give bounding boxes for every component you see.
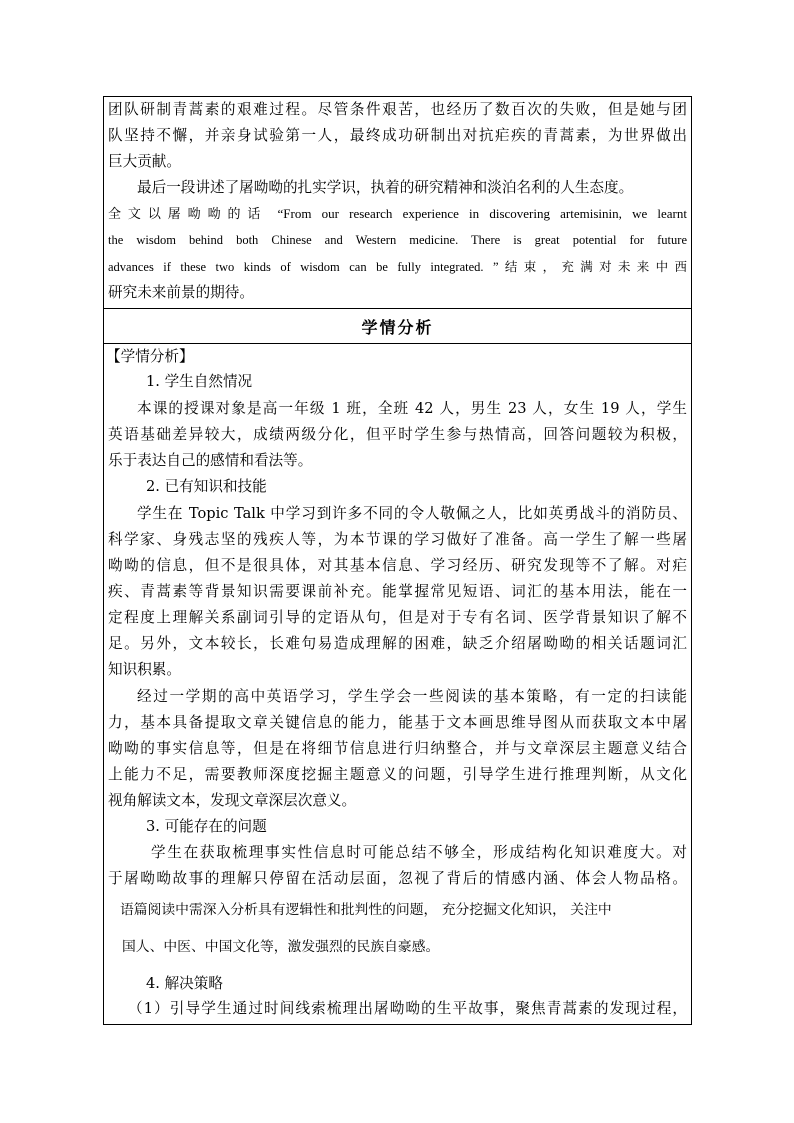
- body-heading: 【学情分析】: [106, 348, 194, 365]
- text-line: 知识积累。: [108, 661, 181, 678]
- text-line: 学生在 Topic Talk 中学习到许多不同的令人敬佩之人，比如英勇战斗的消防员、: [137, 505, 687, 522]
- text-line: （1）引导学生通过时间线索梳理出屠呦呦的生平故事，聚焦青蒿素的发现过程，: [128, 1000, 687, 1017]
- text-line: 乐于表达自己的感情和看法等。: [108, 452, 313, 469]
- text-line: 团队研制青蒿素的艰难过程。尽管条件艰苦，也经历了数百次的失败，但是她与团: [108, 101, 687, 118]
- text-line: 巨大贡献。: [108, 153, 181, 170]
- text-line: advances if these two kinds of wisdom can be fully integrated. ”结束，充满对未来中西: [108, 260, 687, 274]
- text-line: 视角解读文本，发现文章深层次意义。: [108, 792, 357, 809]
- text-line: 学生在获取梳理事实性信息时可能总结不够全，形成结构化知识难度大。对: [151, 844, 687, 861]
- text-line: 全文以屠呦呦的话 “From our research experience in discovering artemisinin, we learnt: [108, 206, 687, 221]
- text-line: 语篇阅读中需深入分析具有逻辑性和批判性的问题， 充分挖掘文化知识， 关注中: [120, 902, 612, 918]
- text-line: 国人、中医、中国文化等，激发强烈的民族自豪感。: [122, 939, 440, 955]
- text-analysis-cell: [104, 97, 691, 309]
- learner-analysis-cell: [104, 344, 691, 1026]
- text-line: 定程度上理解关系副词引导的定语从句，但是对于专有名词、医学背景知识了解不: [108, 609, 687, 626]
- text-line: 疾、青蒿素等背景知识需要课前补充。能掌握常见短语、词汇的基本用法，能在一: [108, 583, 687, 600]
- text-line: 呦呦的信息，但不是很具体，对其基本信息、学习经历、研究发现等不了解。对疟: [108, 557, 687, 574]
- subheading: 3. 可能存在的问题: [146, 818, 267, 835]
- text-line: 于屠呦呦故事的理解只停留在活动层面，忽视了背后的情感内涵、体会人物品格。: [108, 870, 687, 887]
- text-line: 经过一学期的高中英语学习，学生学会一些阅读的基本策略，有一定的扫读能: [137, 688, 687, 705]
- subheading: 1. 学生自然情况: [146, 373, 253, 390]
- text-line: 最后一段讲述了屠呦呦的扎实学识，执着的研究精神和淡泊名利的人生态度。: [137, 179, 634, 196]
- text-line: 队坚持不懈，并亲身试验第一人，最终成功研制出对抗疟疾的青蒿素，为世界做出: [108, 127, 687, 144]
- text-line: 英语基础差异较大，成绩两级分化，但平时学生参与热情高，回答问题较为积极，: [108, 426, 687, 443]
- section-title: 学情分析: [361, 317, 434, 337]
- text-line: 足。另外，文本较长，长难句易造成理解的困难，缺乏介绍屠呦呦的相关话题词汇: [108, 635, 687, 652]
- text-line: 本课的授课对象是高一年级 1 班，全班 42 人，男生 23 人，女生 19 人，学生: [137, 400, 687, 417]
- text-line: the wisdom behind both Chinese and Western medicine. There is great potential for future: [108, 233, 687, 247]
- section-header-row: [104, 309, 691, 344]
- subheading: 4. 解决策略: [146, 975, 223, 992]
- text-line: 上能力不足，需要教师深度挖掘主题意义的问题，引导学生进行推理判断，从文化: [108, 766, 687, 783]
- subheading: 2. 已有知识和技能: [146, 478, 267, 495]
- text-line: 科学家、身残志坚的残疾人等，为本节课的学习做好了准备。高一学生了解一些屠: [108, 531, 687, 548]
- lesson-plan-table: [103, 96, 692, 1025]
- text-line: 力，基本具备提取文章关键信息的能力，能基于文本画思维导图从而获取文本中屠: [108, 714, 687, 731]
- text-line: 呦呦的事实信息等，但是在将细节信息进行归纳整合，并与文章深层主题意义结合: [108, 740, 687, 757]
- text-line: 研究未来前景的期待。: [108, 284, 254, 301]
